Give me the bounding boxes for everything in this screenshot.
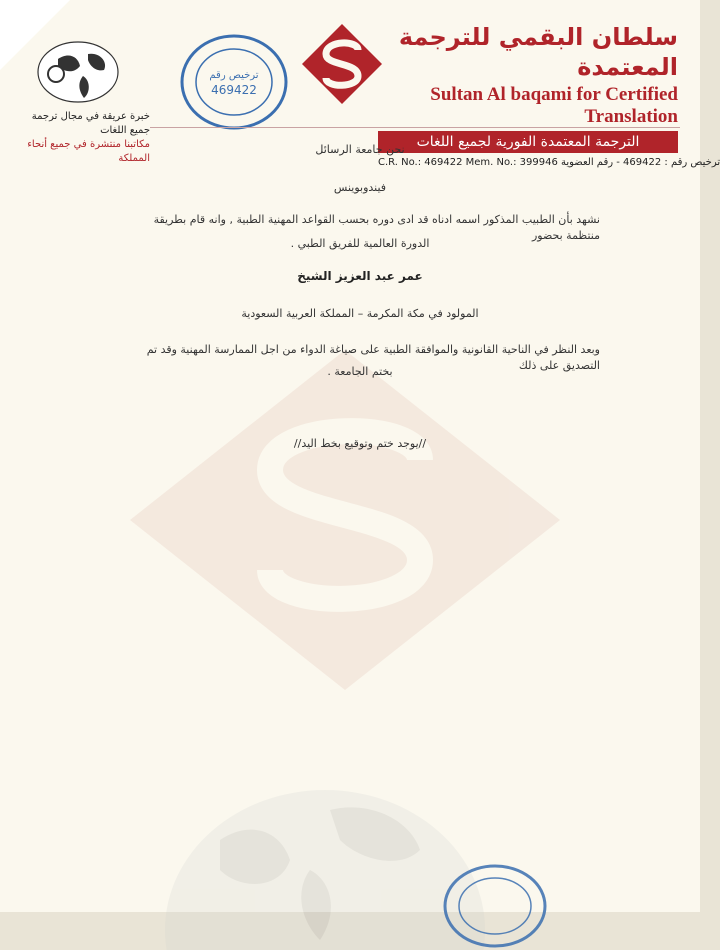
header-divider [150,127,680,128]
doc-line-approval: وبعد النظر في الناحية القانونية والموافقة الطبية على صياغة الدواء من اجل الممارسة المهنية وقد تم التصديق على ذلك [146,343,600,372]
doc-line-city: فيندوبوينس [333,181,387,194]
doc-birth-place: المولود في مكة المكرمة – المملكة العربية السعودية [241,307,479,320]
doc-line-university: نحن جامعة الرسائل [315,143,405,156]
doc-line-certify: نشهد بأن الطبيب المذكور اسمه ادناه قد ادى دوره بحسب القواعد المهنية الطبية , وانه قام بطريقة منتظمة بحضور [153,213,600,242]
company-name-arabic: سلطان البقمي للترجمة المعتمدة [398,23,678,81]
doc-line-course: الدورة العالمية للفريق الطبي . [290,237,430,250]
bottom-stamp [440,858,550,938]
stamp-license-number: 469422 [211,83,257,97]
doc-line-seal: بختم الجامعة . [327,365,393,378]
company-tagline: الترجمة المعتمدة الفورية لجميع اللغات [378,131,678,153]
doc-person-name: عمر عبد العزيز الشيخ [297,269,423,283]
company-logo-mark [300,22,384,106]
tagline-offices: مكاتبنا منتشرة في جميع أنحاء المملكة [27,139,150,164]
stamp-license-label: ترخيص رقم [209,70,259,81]
registration-numbers: C.R. No.: 469422 Mem. No.: 399946 ترخيص رقم : 469422 - رقم العضوية [378,157,720,168]
official-stamp [178,32,290,132]
watermark-logo [120,340,570,700]
company-name-english: Sultan Al baqami for Certified Translation [430,84,678,127]
signature-note: //يوجد ختم وتوقيع بخط اليد// [293,437,427,450]
tagline-experience: خبرة عريقة في مجال ترجمة جميع اللغات [31,111,150,136]
globe-logo [28,34,128,106]
